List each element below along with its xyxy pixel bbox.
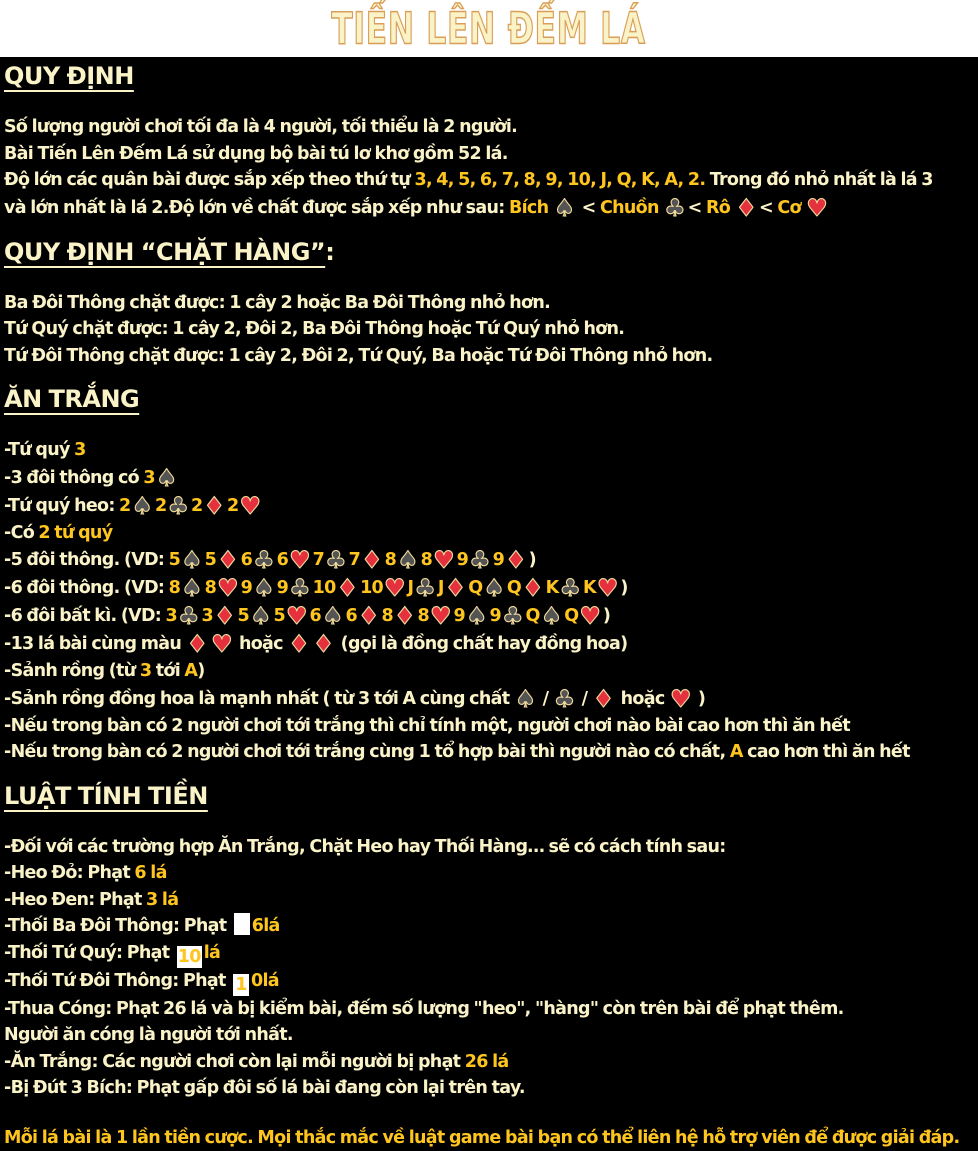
- text-segment: -Sảnh rồng (từ: [4, 661, 140, 681]
- section-luat-tinh-tien: [4, 781, 978, 1151]
- club-icon: ♣: [414, 576, 436, 600]
- text-segment: ): [693, 689, 705, 709]
- heart-icon: ♥: [217, 576, 239, 600]
- text-segment: Rô: [706, 198, 735, 218]
- text-segment: -6 đôi bất kì. (VD:: [4, 606, 166, 626]
- text-segment: ): [529, 550, 536, 570]
- spade-icon: ♠: [253, 576, 275, 600]
- text-segment: J: [438, 578, 444, 598]
- text-segment: 26 lá: [465, 1052, 509, 1072]
- text-segment: ): [620, 578, 627, 598]
- text-segment: Tứ Quý chặt được: 1 cây 2, Đôi 2, Ba Đôi Thông hoặc Tứ Quý nhỏ hơn.: [4, 319, 624, 339]
- text-segment: -Nếu trong bàn có 2 người chơi tới trắng thì chỉ tính một, người chơi nào bài cao hơn thì ăn hết: [4, 716, 850, 736]
- text-segment: -Thối Tứ Đôi Thông: Phạt: [4, 971, 230, 991]
- text-segment: Q: [526, 606, 540, 626]
- rule-line: [4, 834, 978, 861]
- highlight-box: [234, 913, 250, 935]
- text-segment: 9: [454, 606, 465, 626]
- text-segment: 0lá: [251, 971, 279, 991]
- text-segment: 6lá: [252, 916, 280, 936]
- diamond-icon: ♦: [288, 632, 310, 656]
- diamond-icon: ♦: [187, 632, 209, 656]
- section-heading-an-trang: [4, 384, 978, 414]
- spade-icon: ♠: [132, 494, 154, 518]
- text-segment: 3: [143, 468, 154, 488]
- text-segment: -Thối Tứ Quý: Phạt: [4, 943, 174, 963]
- text-segment: -6 đôi thông. (VD:: [4, 578, 169, 598]
- heart-icon: ♥: [211, 632, 233, 656]
- rule-line: [4, 1022, 978, 1049]
- text-segment: Q: [507, 578, 521, 598]
- rule-line: [4, 630, 978, 658]
- section-heading-suffix: :: [325, 238, 334, 266]
- text-segment: -Nếu trong bàn có 2 người chơi tới trắng cùng 1 tổ hợp bài thì người nào có chất,: [4, 742, 730, 762]
- text-segment: -5 đôi thông. (VD:: [4, 550, 169, 570]
- text-segment: K: [546, 578, 559, 598]
- heart-icon: ♥: [579, 604, 601, 628]
- text-segment: 2: [191, 496, 202, 516]
- spade-icon: ♠: [554, 196, 576, 220]
- rule-line: [4, 1075, 978, 1102]
- text-segment: 5: [205, 550, 216, 570]
- text-segment: 5: [169, 550, 180, 570]
- section-heading-text: QUY ĐỊNH “CHẶT HÀNG”: [4, 238, 325, 266]
- text-segment: -Tứ quý heo:: [4, 496, 119, 516]
- spade-icon: ♠: [515, 687, 537, 711]
- spade-icon: ♠: [483, 576, 505, 600]
- diamond-icon: ♦: [394, 604, 416, 628]
- text-segment: 6: [241, 550, 252, 570]
- text-segment: 3: [140, 661, 151, 681]
- heart-icon: ♥: [384, 576, 406, 600]
- spade-icon: ♠: [250, 604, 272, 628]
- text-segment: 2: [119, 496, 130, 516]
- text-segment: 10: [313, 578, 336, 598]
- text-segment: -Ăn Trắng: Các người chơi còn lại mỗi người bị phạt: [4, 1052, 465, 1072]
- game-title: TIẾN LÊN ĐẾM LÁ: [332, 7, 646, 51]
- section-an-trang: [4, 384, 978, 766]
- rule-line: [4, 602, 978, 630]
- text-segment: 6 lá: [134, 863, 166, 883]
- section-heading-chat-hang: [4, 237, 978, 267]
- heart-icon: ♥: [289, 548, 311, 572]
- text-segment: 3 lá: [146, 890, 178, 910]
- text-segment: 7: [313, 550, 324, 570]
- club-icon: ♣: [168, 494, 190, 518]
- text-segment: 6: [277, 550, 288, 570]
- rule-line: [4, 167, 978, 194]
- club-icon: ♣: [664, 196, 686, 220]
- club-icon: ♣: [178, 604, 200, 628]
- title-band: [0, 0, 978, 57]
- text-segment: (gọi là đồng chất hay đồng hoa): [336, 634, 627, 654]
- text-segment: 3, 4, 5, 6, 7, 8, 9, 10, J, Q, K, A, 2.: [414, 170, 705, 190]
- diamond-icon: ♦: [214, 604, 236, 628]
- diamond-icon: ♦: [204, 494, 226, 518]
- text-segment: 9: [490, 606, 501, 626]
- text-segment: -Bị Đút 3 Bích: Phạt gấp đôi số lá bài đang còn lại trên tay.: [4, 1078, 525, 1098]
- rule-line: [4, 685, 978, 713]
- diamond-icon: ♦: [313, 632, 335, 656]
- text-segment: 8: [385, 550, 396, 570]
- text-segment: 2: [155, 496, 166, 516]
- heart-icon: ♥: [240, 494, 262, 518]
- section-heading-text: LUẬT TÍNH TIỀN: [4, 782, 208, 810]
- text-segment: -3 đôi thông có: [4, 468, 143, 488]
- text-segment: -Đối với các trường hợp Ăn Trắng, Chặt Heo hay Thối Hàng… sẽ có cách tính sau:: [4, 837, 726, 857]
- text-segment: <: [688, 198, 706, 218]
- rule-line: [4, 940, 978, 968]
- heart-icon: ♥: [806, 196, 828, 220]
- text-segment: Q: [564, 606, 578, 626]
- club-icon: ♣: [469, 548, 491, 572]
- spade-icon: ♠: [181, 576, 203, 600]
- club-icon: ♣: [502, 604, 524, 628]
- diamond-icon: ♦: [361, 548, 383, 572]
- text-segment: -Thối Ba Đôi Thông: Phạt: [4, 916, 231, 936]
- text-segment: 8: [205, 578, 216, 598]
- section-heading-text: QUY ĐỊNH: [4, 62, 134, 90]
- spade-icon: ♠: [541, 604, 563, 628]
- spade-icon: ♠: [156, 466, 178, 490]
- text-segment: ): [603, 606, 610, 626]
- text-segment: lá: [204, 943, 220, 963]
- line-gap: [4, 91, 978, 114]
- diamond-icon: ♦: [217, 548, 239, 572]
- text-segment: <: [759, 198, 777, 218]
- section-heading-quy-dinh: [4, 61, 978, 91]
- text-segment: ): [197, 661, 204, 681]
- text-segment: hoặc: [235, 634, 288, 654]
- text-segment: -Heo Đen: Phạt: [4, 890, 146, 910]
- text-segment: 2 tứ quý: [38, 523, 112, 543]
- heart-icon: ♥: [430, 604, 452, 628]
- highlight-box: 1: [233, 974, 249, 996]
- rule-line: [4, 464, 978, 492]
- rule-line: [4, 520, 978, 547]
- rule-line: [4, 316, 978, 343]
- rule-line: [4, 739, 978, 766]
- text-segment: Người ăn cóng là người tới nhất.: [4, 1025, 293, 1045]
- highlight-box: 10: [177, 946, 202, 968]
- text-segment: 5: [274, 606, 285, 626]
- rule-line: [4, 1049, 978, 1076]
- spade-icon: ♠: [397, 548, 419, 572]
- rule-line: [4, 968, 978, 996]
- diamond-icon: ♦: [505, 548, 527, 572]
- text-segment: và lớn nhất là lá 2.Độ lớn về chất được sắp xếp như sau:: [4, 198, 509, 218]
- text-segment: 9: [241, 578, 252, 598]
- rule-line: [4, 114, 978, 141]
- club-icon: ♣: [325, 548, 347, 572]
- text-segment: Số lượng người chơi tối đa là 4 người, tối thiểu là 2 người.: [4, 117, 517, 137]
- rule-line: [4, 913, 978, 940]
- spade-icon: ♠: [466, 604, 488, 628]
- rule-line: [4, 194, 978, 222]
- text-segment: Mỗi lá bài là 1 lần tiền cược. Mọi thắc mắc về luật game bài bạn có thể liên hệ hỗ trợ viên để được giải đáp.: [4, 1128, 959, 1148]
- line-gap: [4, 1102, 978, 1125]
- line-gap: [4, 811, 978, 834]
- text-segment: -Heo Đỏ: Phạt: [4, 863, 134, 883]
- text-segment: A: [730, 742, 743, 762]
- text-segment: hoặc: [616, 689, 669, 709]
- heart-icon: ♥: [433, 548, 455, 572]
- heart-icon: ♥: [597, 576, 619, 600]
- text-segment: /: [577, 689, 591, 709]
- rule-line: [4, 996, 978, 1023]
- diamond-icon: ♦: [736, 196, 758, 220]
- diamond-icon: ♦: [445, 576, 467, 600]
- text-segment: 2: [227, 496, 238, 516]
- text-segment: A: [184, 661, 197, 681]
- spade-icon: ♠: [181, 548, 203, 572]
- section-chat-hang: [4, 237, 978, 370]
- text-segment: Q: [468, 578, 482, 598]
- text-segment: 8: [169, 578, 180, 598]
- text-segment: 8: [382, 606, 393, 626]
- text-segment: 5: [238, 606, 249, 626]
- text-segment: 3: [166, 606, 177, 626]
- text-segment: /: [538, 689, 552, 709]
- section-quy-dinh: [4, 61, 978, 222]
- rule-line: [4, 658, 978, 685]
- text-segment: 6: [346, 606, 357, 626]
- rules-content: [0, 57, 978, 1151]
- text-segment: 3: [202, 606, 213, 626]
- text-segment: Chuồn: [600, 198, 663, 218]
- text-segment: 8: [421, 550, 432, 570]
- club-icon: ♣: [554, 687, 576, 711]
- text-segment: <: [577, 198, 600, 218]
- text-segment: 9: [277, 578, 288, 598]
- heart-icon: ♥: [286, 604, 308, 628]
- text-segment: Trong đó nhỏ nhất là lá 3: [705, 170, 932, 190]
- spade-icon: ♠: [322, 604, 344, 628]
- text-segment: 9: [457, 550, 468, 570]
- text-segment: Độ lớn các quân bài được sắp xếp theo thứ tự: [4, 170, 414, 190]
- text-segment: J: [408, 578, 414, 598]
- text-segment: Bích: [509, 198, 553, 218]
- rule-line: [4, 887, 978, 914]
- line-gap: [4, 414, 978, 437]
- text-segment: 9: [493, 550, 504, 570]
- text-segment: -13 lá bài cùng màu: [4, 634, 186, 654]
- heart-icon: ♥: [670, 687, 692, 711]
- club-icon: ♣: [559, 576, 581, 600]
- text-segment: Bài Tiến Lên Đếm Lá sử dụng bộ bài tú lơ khơ gồm 52 lá.: [4, 144, 508, 164]
- text-segment: cao hơn thì ăn hết: [743, 742, 910, 762]
- rule-line: [4, 290, 978, 317]
- text-segment: Tứ Đôi Thông chặt được: 1 cây 2, Đôi 2, Tứ Quý, Ba hoặc Tứ Đôi Thông nhỏ hơn.: [4, 346, 712, 366]
- rule-line: [4, 141, 978, 168]
- rule-line: [4, 492, 978, 520]
- rule-line: [4, 546, 978, 574]
- section-heading-text: ĂN TRẮNG: [4, 385, 139, 413]
- rule-line: [4, 343, 978, 370]
- text-segment: Cơ: [777, 198, 805, 218]
- text-segment: -Sảnh rồng đồng hoa là mạnh nhất ( từ 3 tới A cùng chất: [4, 689, 514, 709]
- text-segment: K: [583, 578, 596, 598]
- text-segment: 3: [74, 440, 85, 460]
- text-segment: 8: [418, 606, 429, 626]
- rule-line: [4, 574, 978, 602]
- text-segment: 6: [310, 606, 321, 626]
- line-gap: [4, 267, 978, 290]
- rule-line: [4, 437, 978, 464]
- text-segment: -Thua Cóng: Phạt 26 lá và bị kiểm bài, đếm số lượng "heo", "hàng" còn trên bài để phạt thêm.: [4, 999, 844, 1019]
- diamond-icon: ♦: [358, 604, 380, 628]
- text-segment: 10: [360, 578, 383, 598]
- text-segment: -Tứ quý: [4, 440, 74, 460]
- club-icon: ♣: [253, 548, 275, 572]
- club-icon: ♣: [289, 576, 311, 600]
- text-segment: tới: [151, 661, 184, 681]
- diamond-icon: ♦: [593, 687, 615, 711]
- rule-line: [4, 713, 978, 740]
- section-heading-luat-tinh-tien: [4, 781, 978, 811]
- diamond-icon: ♦: [337, 576, 359, 600]
- rule-line: [4, 860, 978, 887]
- text-segment: -Có: [4, 523, 38, 543]
- rule-line: [4, 1125, 978, 1151]
- text-segment: Ba Đôi Thông chặt được: 1 cây 2 hoặc Ba Đôi Thông nhỏ hơn.: [4, 293, 550, 313]
- diamond-icon: ♦: [522, 576, 544, 600]
- text-segment: 7: [349, 550, 360, 570]
